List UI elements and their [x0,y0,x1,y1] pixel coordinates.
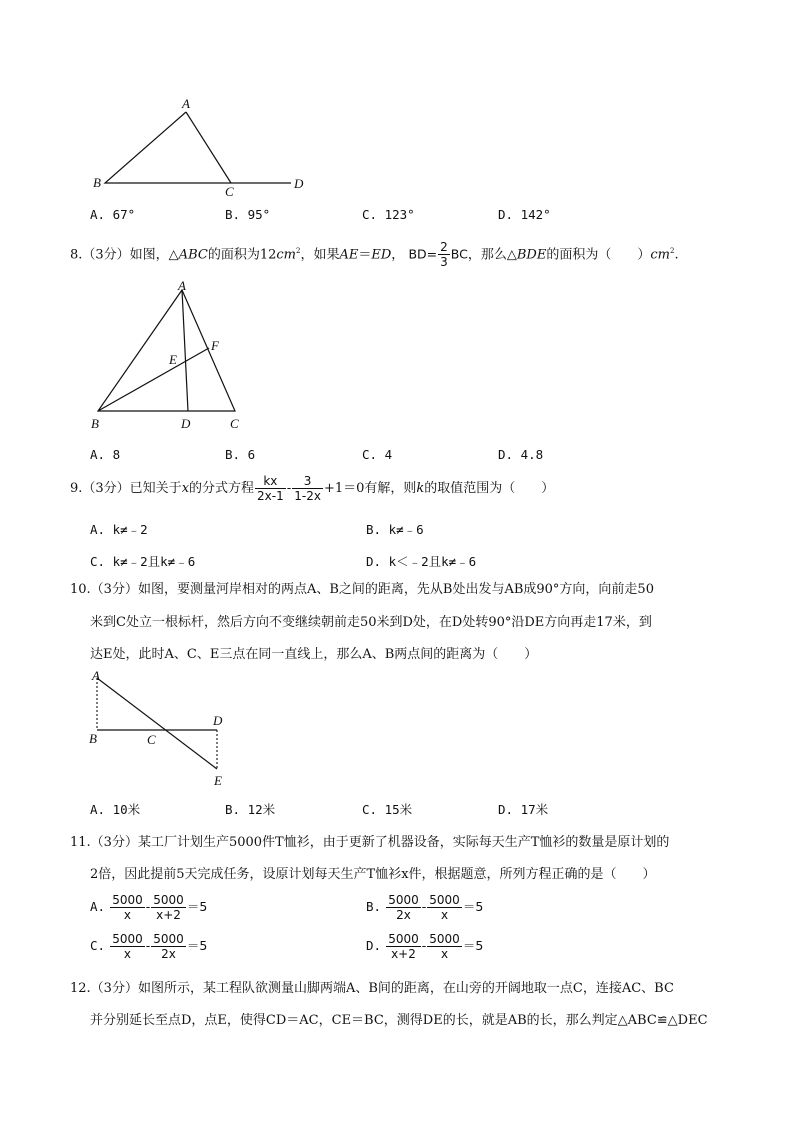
q11-opt-d-frac2 [427,932,462,961]
q9-option-d[interactable]: D. k＜﹣2且k≠﹣6 [366,554,477,569]
q8-mid4: 的面积为（ ） [546,247,651,263]
q7-triangle-figure [88,95,318,200]
q8-label-c: C [230,416,239,431]
q11-opt-b-d2: x [440,908,449,922]
q11-opt-c-label: C. [90,938,106,953]
q8-frac-num: 2 [440,240,448,255]
q11-opt-a-d2: x+2 [156,908,181,922]
q11-opt-c-frac2 [151,932,186,961]
q9-minus: - [286,480,292,495]
q8-option-c[interactable]: C. 4 [362,447,393,462]
q11-opt-a-rhs: ＝5 [186,899,208,914]
q8-bde: BDE [516,247,547,263]
q8-frac-den: 3 [440,255,448,270]
q7-option-b[interactable]: B. 95° [225,207,271,222]
q10-figure [86,666,236,794]
q9-option-a[interactable]: A. k≠﹣2 [90,522,148,537]
q9-frac1-num: kx [255,474,286,489]
q8-label-e: E [169,352,177,367]
q9-k: k [416,481,425,496]
q10-line3: 达E处，此时A、C、E三点在同一直线上，那么A、B两点间的距离为（ ） [90,647,538,662]
q7-label-c: C [225,184,234,199]
q8-label-f: F [211,338,219,353]
q11-opt-d-minus: - [421,938,427,953]
q11-opt-c-n1: 5000 [112,932,143,946]
q11-opt-c-frac1 [110,932,145,961]
q8-sup: 2 [295,247,301,255]
q8-ed: ED [371,247,392,263]
q9-frac1-den: 2x-1 [257,489,284,503]
q11-opt-c-d2: 2x [161,947,176,961]
q10-line2: 米到C处立一根标杆，然后方向不变继续朝前走50米到D处，在D处转90°沿DE方向再走17米，到 [90,615,652,630]
q12-line2: 并分别延长至点D，点E，使得CD＝AC，CE＝BC，测得DE的长，就是AB的长，那么判定△ABC≌△DEC [90,1013,708,1028]
q10-line1: 10.（3分）如图，要测量河岸相对的两点A、B之间的距离，先从B处出发与AB成90°方向，向前走50 [70,582,654,597]
q10-label-d: D [213,713,223,728]
q11-opt-d-d2: x [440,947,449,961]
q11-line1: 11.（3分）某工厂计划生产5000件T恤衫，由于更新了机器设备，实际每天生产T恤衫的数量是原计划的 [70,835,670,850]
q9-question [70,473,554,504]
q9-option-b[interactable]: B. k≠﹣6 [366,522,424,537]
q8-mid2: ，如果 [300,247,340,263]
q9-frac2 [292,474,323,503]
q8-unit: cm [276,247,296,263]
q11-option-d[interactable] [366,929,483,964]
q9-prefix: 9.（3分）已知关于 [70,481,182,496]
q10-label-c: C [147,732,156,747]
q11-line2: 2倍，因此提前5天完成任务，设原计划每天生产T恤衫x件，根据题意，所列方程正确的是（ ） [90,867,656,882]
q11-opt-b-rhs: ＝5 [462,899,484,914]
q11-opt-d-d1: x+2 [391,947,416,961]
q11-opt-a-n2: 5000 [153,893,184,907]
q10-label-e: E [214,773,222,788]
q11-opt-d-frac1 [386,932,421,961]
q8-sup2: 2 [669,247,675,255]
q10-option-b[interactable]: B. 12米 [225,802,276,817]
q12-line1: 12.（3分）如图所示，某工程队欲测量山脚两端A、B间的距离，在山旁的开阔地取一点C，连接AC、BC [70,981,674,996]
q11-opt-b-frac2 [427,893,462,922]
q11-opt-b-minus: - [421,899,427,914]
q11-option-a[interactable] [90,890,207,925]
q11-opt-a-d1: x [123,908,132,922]
q8-label-b: B [91,416,99,431]
q11-opt-b-label: B. [366,899,382,914]
q10-option-d[interactable]: D. 17米 [498,802,549,817]
q8-bd-rhs: BC [450,246,468,262]
q8-unit2: cm [650,247,670,263]
q11-opt-b-d1: 2x [396,908,411,922]
q8-abc: ABC [178,247,208,263]
q9-frac2-num: 3 [292,474,323,489]
q8-label-a: A [178,278,186,293]
q11-opt-d-n1: 5000 [388,932,419,946]
q7-label-b: B [93,175,101,190]
q11-opt-b-frac1 [386,893,421,922]
q8-triangle-figure [85,278,255,433]
q11-opt-a-minus: - [145,899,151,914]
q9-mid1: 的分式方程 [189,481,255,496]
q7-option-c[interactable]: C. 123° [362,207,415,222]
q11-opt-c-minus: - [145,938,151,953]
q11-opt-b-n2: 5000 [429,893,460,907]
q8-end: . [674,247,679,263]
q8-fraction [438,240,450,269]
q8-prefix: 8.（3分）如图，△ [70,247,179,263]
q9-option-c[interactable]: C. k≠﹣2且k≠﹣6 [90,554,196,569]
q11-option-c[interactable] [90,929,207,964]
q11-option-b[interactable] [366,890,483,925]
q7-option-d[interactable]: D. 142° [498,207,551,222]
q11-opt-b-n1: 5000 [388,893,419,907]
q7-label-a: A [182,96,190,111]
q11-opt-c-n2: 5000 [153,932,184,946]
q9-x: x [181,481,190,496]
q9-frac1 [255,474,286,503]
q8-mid1: 的面积为12 [207,247,277,263]
q8-bd-lhs: BD= [408,246,438,262]
q11-opt-a-n1: 5000 [112,893,143,907]
q11-opt-c-d1: x [123,947,132,961]
q10-option-c[interactable]: C. 15米 [362,802,413,817]
q11-opt-c-rhs: ＝5 [186,938,208,953]
q10-option-a[interactable]: A. 10米 [90,802,141,817]
q11-opt-d-rhs: ＝5 [462,938,484,953]
q8-option-b[interactable]: B. 6 [225,447,256,462]
q8-label-d: D [181,416,191,431]
q8-comma: ， [391,247,405,263]
q11-opt-a-label: A. [90,899,106,914]
q8-option-d[interactable]: D. 4.8 [498,447,544,462]
q8-eq: ＝ [358,247,372,263]
q7-option-a[interactable]: A. 67° [90,207,136,222]
q11-opt-a-frac2 [151,893,186,922]
q11-opt-d-label: D. [366,938,382,953]
q8-question [70,236,679,270]
q8-mid3: ，那么△ [467,247,517,263]
q9-frac2-den: 1-2x [294,489,321,503]
q10-label-a: A [92,668,100,683]
q11-opt-a-frac1 [110,893,145,922]
q7-label-d: D [294,176,304,191]
q8-option-a[interactable]: A. 8 [90,447,121,462]
q11-opt-d-n2: 5000 [429,932,460,946]
q10-label-b: B [89,731,97,746]
q8-ae: AE [339,247,359,263]
q9-mid2: +1＝0有解，则 [323,481,417,496]
q9-mid3: 的取值范围为（ ） [424,481,555,496]
